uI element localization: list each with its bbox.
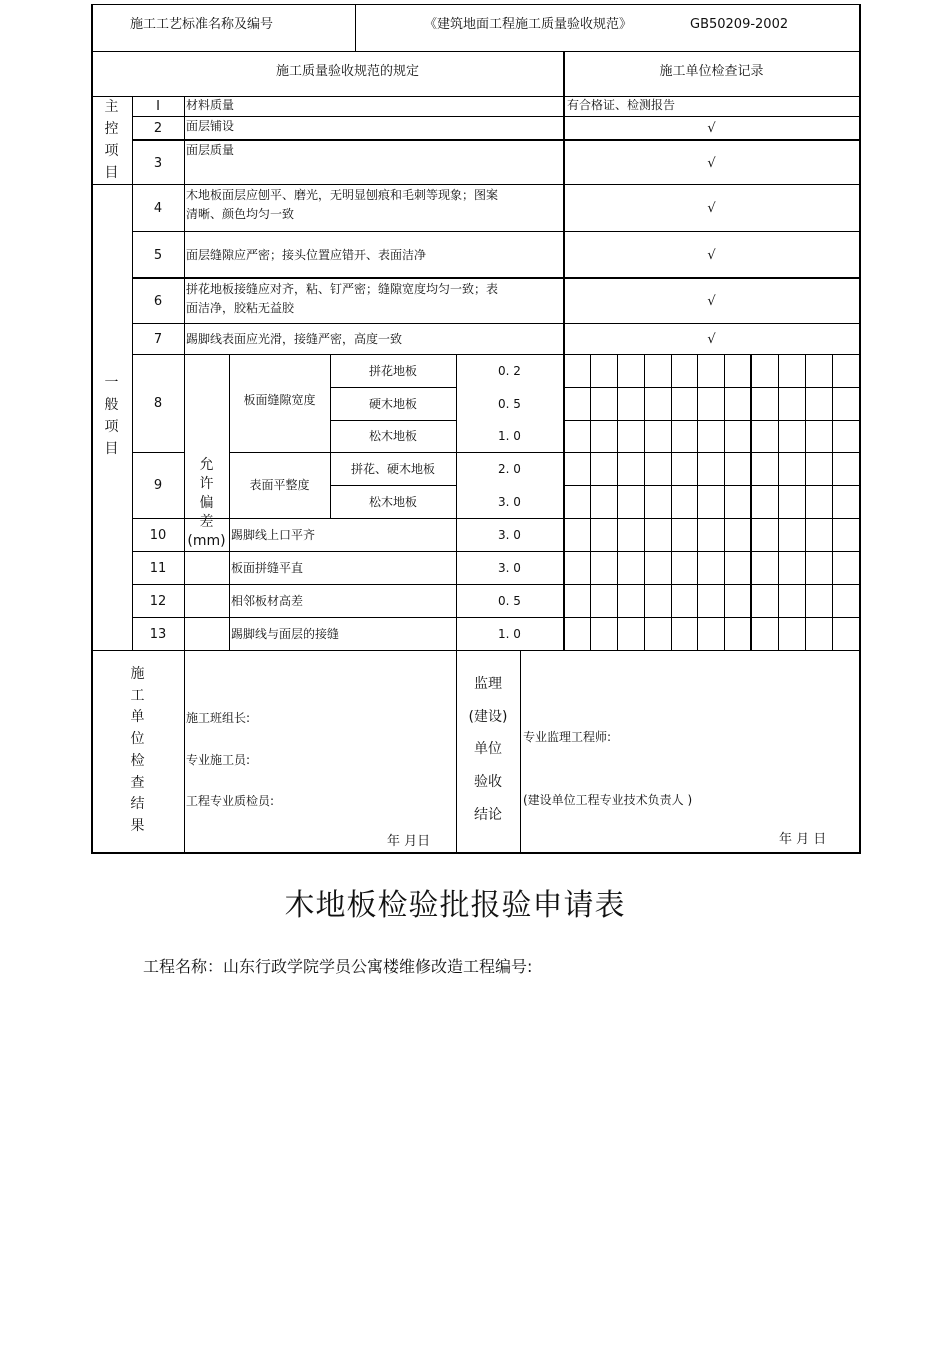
construction-unit-label-char: 检 <box>130 752 145 769</box>
table-rule <box>132 231 860 232</box>
table-rule <box>564 387 860 388</box>
construction-unit-label-char: 位 <box>130 731 145 748</box>
tolerance-item: 踢脚线与面层的接缝 <box>231 626 340 641</box>
table-rule <box>644 354 645 650</box>
item-number: 3 <box>153 155 163 171</box>
construction-unit-label-char: 单 <box>130 709 145 726</box>
check-mark: √ <box>707 121 716 136</box>
table-rule <box>563 51 565 651</box>
general-category <box>91 372 132 460</box>
team-leader-label: 施工班组长: <box>186 711 251 725</box>
tolerance-value: 0. 5 <box>498 396 521 411</box>
supervision-date: 年 月 日 <box>779 832 827 847</box>
table-rule <box>132 323 860 324</box>
item-text: 面层质量 <box>186 143 235 157</box>
floor-type: 硬木地板 <box>368 396 417 411</box>
tolerance-value: 3. 0 <box>498 527 521 542</box>
standard-name: 《建筑地面工程施工质量验收规范》 <box>424 17 633 32</box>
table-rule <box>724 354 725 650</box>
main-control-category <box>91 96 132 184</box>
floor-type: 拼花、硬木地板 <box>350 461 435 476</box>
item-number: 4 <box>153 201 163 216</box>
worker-label: 专业施工员: <box>186 753 251 767</box>
supervision-unit-label-char: 单位 <box>474 741 502 758</box>
supervision-unit-label-char: 结论 <box>474 806 502 823</box>
tolerance-label-char: 差 <box>199 514 214 530</box>
tolerance-label-char: (mm) <box>187 533 226 549</box>
general-category-char: 项 <box>104 419 119 435</box>
floor-type: 拼花地板 <box>368 363 417 378</box>
owner-rep-label: (建设单位工程专业技术负责人 ) <box>523 793 693 807</box>
table-rule <box>832 354 833 650</box>
table-rule <box>91 852 860 854</box>
table-rule <box>330 387 456 388</box>
spec-header: 施工质量验收规范的规定 <box>275 64 419 79</box>
check-mark: √ <box>707 247 716 263</box>
table-rule <box>229 452 860 453</box>
item-number: 9 <box>153 478 163 493</box>
item-number: 5 <box>153 247 163 263</box>
check-mark: √ <box>707 155 716 171</box>
tolerance-label-char: 允 <box>199 457 214 473</box>
table-rule <box>590 354 591 650</box>
table-rule <box>805 354 806 650</box>
table-rule <box>91 4 860 5</box>
construction-unit-label-char: 果 <box>130 817 145 834</box>
table-rule <box>132 452 184 453</box>
tolerance-label-char: 许 <box>199 476 214 492</box>
table-rule <box>91 184 860 185</box>
item-number: 11 <box>149 560 167 576</box>
main-control-category-char: 目 <box>104 165 119 181</box>
item-number: 8 <box>153 396 163 411</box>
table-rule <box>330 485 456 486</box>
tolerance-value: 1. 0 <box>498 429 521 443</box>
tolerance-value: 3. 0 <box>498 494 521 509</box>
tolerance-value: 0. 5 <box>498 593 521 608</box>
item-number: 6 <box>153 294 163 309</box>
tolerance-value: 2. 0 <box>498 461 521 476</box>
item-number: 7 <box>153 332 163 347</box>
record-header: 施工单位检查记录 <box>659 64 764 79</box>
supervision-unit-label-char: 验收 <box>474 774 502 791</box>
table-rule <box>859 4 861 854</box>
construction-unit-label-char: 查 <box>130 774 145 791</box>
floor-type: 松木地板 <box>368 494 417 509</box>
main-control-category-char: 项 <box>104 143 119 159</box>
table-rule <box>617 354 618 650</box>
form-title: 木地板检验批报验申请表 <box>284 888 626 923</box>
item-text: 踢脚线表面应光滑，接缝严密，高度一致 <box>186 332 403 346</box>
item-text: 面层铺设 <box>186 119 235 133</box>
floor-type: 松木地板 <box>368 429 417 443</box>
project-name-line: 工程名称：山东行政学院学员公寓楼维修改造工程编号: <box>143 957 533 976</box>
tolerance-value: 1. 0 <box>498 626 521 641</box>
construction-unit-label-char: 结 <box>130 796 145 813</box>
table-rule <box>697 354 698 650</box>
tolerance-value: 3. 0 <box>498 560 521 575</box>
main-control-category-char: 控 <box>104 121 119 137</box>
table-rule <box>132 139 860 141</box>
general-category-char: 一 <box>104 375 119 391</box>
supervising-engineer-label: 专业监理工程师: <box>523 730 612 744</box>
supervision-unit-label <box>456 668 520 832</box>
item-text: 面层缝隙应严密；接头位置应错开、表面洁净 <box>186 247 427 262</box>
main-control-category-char: 主 <box>104 99 119 115</box>
tolerance-item: 板面缝隙宽度 <box>243 393 316 407</box>
tolerance-label <box>184 456 229 551</box>
item-number: 10 <box>149 527 167 543</box>
check-mark: √ <box>707 294 716 309</box>
supervision-unit-label-char: (建设) <box>468 708 508 725</box>
table-rule <box>750 354 751 650</box>
construction-date: 年 月日 <box>387 834 431 849</box>
item-record: 有合格证、检测报告 <box>567 98 676 112</box>
table-rule <box>355 4 356 51</box>
table-rule <box>671 354 672 650</box>
construction-unit-label-char: 工 <box>130 687 145 704</box>
table-rule <box>91 650 860 651</box>
table-rule <box>564 485 860 486</box>
table-rule <box>520 650 521 854</box>
general-category-char: 般 <box>104 397 119 413</box>
table-rule <box>91 51 860 52</box>
item-text: 材料质量 <box>186 98 235 112</box>
item-text: 木地板面层应刨平、磨光，无明显刨痕和毛刺等现象；图案 <box>186 188 499 202</box>
construction-unit-label <box>91 664 184 838</box>
item-text: 拼花地板接缝应对齐，粘、钉严密；缝隙宽度均匀一致；表 <box>186 282 499 296</box>
item-number: 2 <box>153 121 163 136</box>
tolerance-value: 0. 2 <box>498 363 521 378</box>
general-category-char: 目 <box>104 441 119 457</box>
tolerance-item: 踢脚线上口平齐 <box>231 527 316 542</box>
table-rule <box>751 354 752 650</box>
item-number: I <box>156 99 160 114</box>
check-mark: √ <box>707 201 716 216</box>
table-rule <box>564 420 860 421</box>
item-text: 清晰、颜色均匀一致 <box>186 207 295 221</box>
tolerance-item: 相邻板材高差 <box>231 593 304 608</box>
table-rule <box>132 116 860 117</box>
tolerance-label-char: 偏 <box>199 495 214 511</box>
quality-inspector-label: 工程专业质检员: <box>186 794 275 808</box>
check-mark: √ <box>707 332 716 347</box>
tolerance-item: 板面拼缝平直 <box>231 560 304 575</box>
item-number: 12 <box>149 593 167 609</box>
supervision-unit-label-char: 监理 <box>474 676 502 692</box>
table-rule <box>778 354 779 650</box>
table-rule <box>330 420 456 421</box>
standard-label: 施工工艺标准名称及编号 <box>130 17 274 32</box>
standard-code: GB50209-2002 <box>690 17 789 32</box>
table-rule <box>132 277 860 279</box>
tolerance-item: 表面平整度 <box>249 478 310 492</box>
construction-unit-label-char: 施 <box>130 666 145 682</box>
table-rule <box>91 96 860 97</box>
item-number: 13 <box>149 626 167 642</box>
item-text: 面洁净，胶粘无益胶 <box>186 301 295 315</box>
